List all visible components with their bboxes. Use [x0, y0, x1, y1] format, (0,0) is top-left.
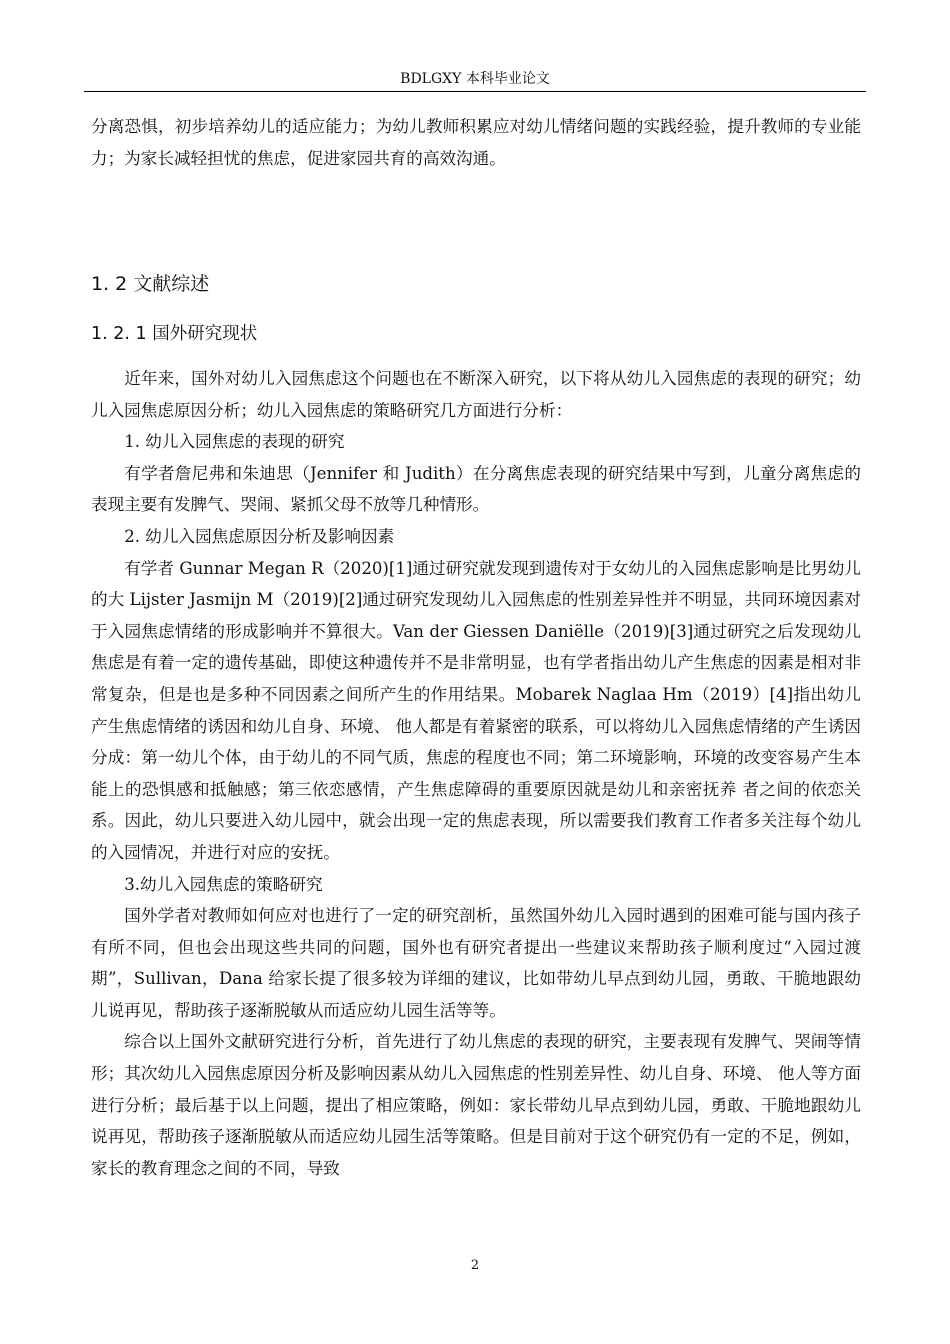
list-heading-2: 2. 幼儿入园焦虑原因分析及影响因素	[124, 526, 395, 546]
paragraph-causes: 有学者 Gunnar Megan R（2020)[1]通过研究就发现到遗传对于女幼儿的入园焦虑影响是比男幼儿的大 Lijster Jasmijn M（2019)[2]通过研究发现幼儿入园焦虑的性别差异性并不明显，共同环境因素对于入园焦虑情绪的形成影响并不算很大。Van der Giessen Daniëlle（2019)[3]通过研究之后发现幼儿焦虑是有着一定的遗传基础，即使这种遗传并不是非常明显，也有学者指出幼儿产生焦虑的因素是相对非常复杂，但是也是多种不同因素之间所产生的作用结果。Mobarek Naglaa Hm（2019）[4]指出幼儿产生焦虑情绪的诱因和幼儿自身、环境、 他人都是有着紧密的联系，可以将幼儿入园焦虑情绪的产生诱因分成：第一幼儿个体，由于幼儿的不同气质，焦虑的程度也不同；第二环境影响，环境的改变容易产生本能上的恐惧感和抵触感；第三依恋感情，产生焦虑障碍的重要原因就是幼儿和亲密抚养 者之间的依恋关系。因此，幼儿只要进入幼儿园中，就会出现一定的焦虑表现，所以需要我们教育工作者多关注每个幼儿的入园情况，并进行对应的安抚。	[91, 558, 862, 862]
paragraph-overview: 近年来，国外对幼儿入园焦虑这个问题也在不断深入研究，以下将从幼儿入园焦虑的表现的研究；幼儿入园焦虑原因分析；幼儿入园焦虑的策略研究几方面进行分析：	[91, 369, 861, 420]
page-number: 2	[470, 1258, 480, 1273]
paragraph-strategies: 国外学者对教师如何应对也进行了一定的研究剖析，虽然国外幼儿入园时遇到的困难可能与国内孩子有所不同，但也会出现这些共同的问题，国外也有研究者提出一些建议来帮助孩子顺利度过“入园过渡期”，Sullivan，Dana 给家长提了很多较为详细的建议，比如带幼儿早点到幼儿园，勇敢、干脆地跟幼儿说再见，帮助孩子逐渐脱敏从而适应幼儿园生活等等。	[91, 906, 861, 1020]
list-heading-1: 1. 幼儿入园焦虑的表现的研究	[124, 432, 345, 452]
intro-continuation-paragraph: 分离恐惧，初步培养幼儿的适应能力；为幼儿教师积累应对幼儿情绪问题的实践经验，提升教师的专业能力；为家长减轻担忧的焦虑，促进家园共育的高效沟通。	[91, 117, 861, 168]
header-divider	[84, 91, 866, 92]
list-heading-3: 3.幼儿入园焦虑的策略研究	[124, 874, 323, 894]
paragraph-manifestation: 有学者詹尼弗和朱迪思（Jennifer 和 Judith）在分离焦虑表现的研究结果中写到，儿童分离焦虑的表现主要有发脾气、哭闹、紧抓父母不放等几种情形。	[91, 463, 861, 515]
running-header: BDLGXY 本科毕业论文	[400, 71, 550, 87]
body-text	[91, 363, 861, 1184]
intro-continuation-block	[91, 111, 861, 174]
paragraph-summary: 综合以上国外文献研究进行分析，首先进行了幼儿焦虑的表现的研究，主要表现有发脾气、哭闹等情形；其次幼儿入园焦虑原因分析及影响因素从幼儿入园焦虑的性别差异性、幼儿自身、环境、 他人等方面进行分析；最后基于以上问题，提出了相应策略，例如：家长带幼儿早点到幼儿园，勇敢、干脆地跟幼儿说再见，帮助孩子逐渐脱敏从而适应幼儿园生活等策略。但是目前对于这个研究仍有一定的不足，例如，家长的教育理念之间的不同，导致	[91, 1032, 861, 1178]
section-heading: 1. 2 文献综述	[91, 273, 210, 295]
subsection-heading: 1. 2. 1 国外研究现状	[91, 324, 258, 344]
